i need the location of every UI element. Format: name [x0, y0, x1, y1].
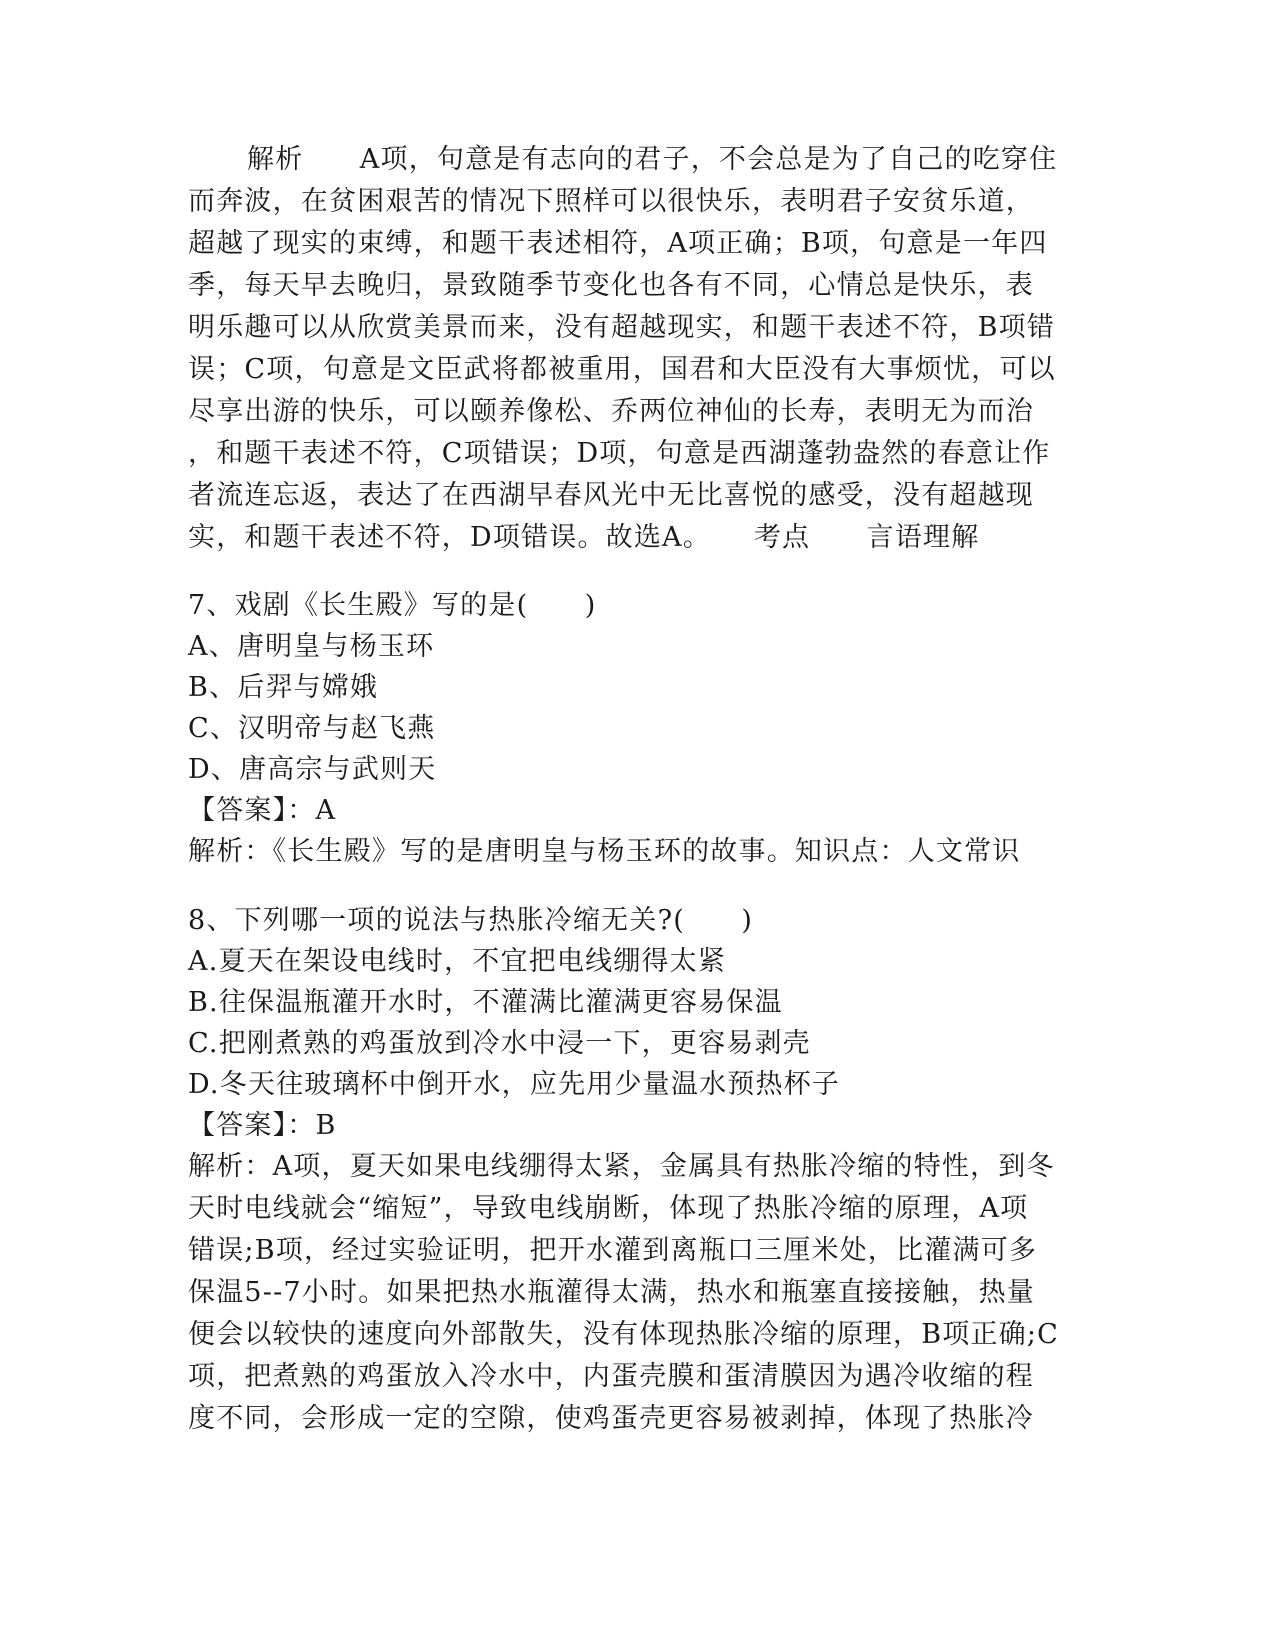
question-8-analysis-line: 便会以较快的速度向外部散失，没有体现热胀冷缩的原理，B项正确;C [188, 1319, 1059, 1350]
question-7-option-d: D、唐高宗与武则天 [188, 754, 437, 785]
question-8-stem: 8、下列哪一项的说法与热胀冷缩无关?( ) [188, 905, 754, 936]
analysis-line: ，和题干表述不符，C项错误；D项，句意是西湖蓬勃盎然的春意让作 [188, 438, 1051, 469]
question-8-analysis-line: 项，把煮熟的鸡蛋放入冷水中，内蛋壳膜和蛋清膜因为遇冷收缩的程 [188, 1361, 1034, 1392]
analysis-line: 季，每天早去晚归，景致随季节变化也各有不同，心情总是快乐，表 [188, 270, 1034, 301]
question-7-analysis: 解析：《长生殿》写的是唐明皇与杨玉环的故事。知识点：人文常识 [188, 836, 1021, 867]
analysis-line: 实，和题干表述不符，D项错误。故选A。 考点 言语理解 [188, 522, 980, 553]
question-7-stem: 7、戏剧《长生殿》写的是( ) [188, 590, 597, 621]
analysis-line: 解析 A项，句意是有志向的君子，不会总是为了自己的吃穿住 [247, 144, 1058, 175]
analysis-line: 者流连忘返，表达了在西湖早春风光中无比喜悦的感受，没有超越现 [188, 480, 1034, 511]
question-8-analysis-line: 错误;B项，经过实验证明，把开水灌到离瓶口三厘米处，比灌满可多 [188, 1235, 1038, 1266]
analysis-line: 而奔波，在贫困艰苦的情况下照样可以很快乐，表明君子安贫乐道， [188, 186, 1034, 217]
question-8-option-a: A.夏天在架设电线时，不宜把电线绷得太紧 [188, 946, 727, 977]
question-8-option-d: D.冬天往玻璃杯中倒开水，应先用少量温水预热杯子 [188, 1069, 841, 1100]
analysis-line: 超越了现实的束缚，和题干表述相符，A项正确；B项，句意是一年四 [188, 228, 1048, 259]
analysis-line: 误；C项，句意是文臣武将都被重用，国君和大臣没有大事烦忧，可以 [188, 354, 1056, 385]
question-8-option-c: C.把刚煮熟的鸡蛋放到冷水中浸一下，更容易剥壳 [188, 1028, 811, 1059]
analysis-line: 明乐趣可以从欣赏美景而来，没有超越现实，和题干表述不符，B项错 [188, 312, 1056, 343]
question-7-option-a: A、唐明皇与杨玉环 [188, 631, 435, 662]
question-8-analysis-line: 天时电线就会“缩短”，导致电线崩断，体现了热胀冷缩的原理，A项 [188, 1193, 1029, 1224]
analysis-line: 尽享出游的快乐，可以颐养像松、乔两位神仙的长寿，表明无为而治 [188, 396, 1034, 427]
question-8-option-b: B.往保温瓶灌开水时，不灌满比灌满更容易保温 [188, 987, 783, 1018]
question-7-answer: 【答案】：A [188, 795, 337, 826]
question-7-option-c: C、汉明帝与赵飞燕 [188, 713, 436, 744]
question-7-option-b: B、后羿与嫦娥 [188, 672, 379, 703]
question-8-answer: 【答案】：B [188, 1110, 337, 1141]
question-8-analysis-line: 保温5--7小时。如果把热水瓶灌得太满，热水和瓶塞直接接触，热量 [188, 1277, 1036, 1308]
question-8-analysis-line: 度不同，会形成一定的空隙，使鸡蛋壳更容易被剥掉，体现了热胀冷 [188, 1403, 1034, 1434]
question-8-analysis-line: 解析：A项，夏天如果电线绷得太紧，金属具有热胀冷缩的特性，到冬 [188, 1151, 1055, 1182]
